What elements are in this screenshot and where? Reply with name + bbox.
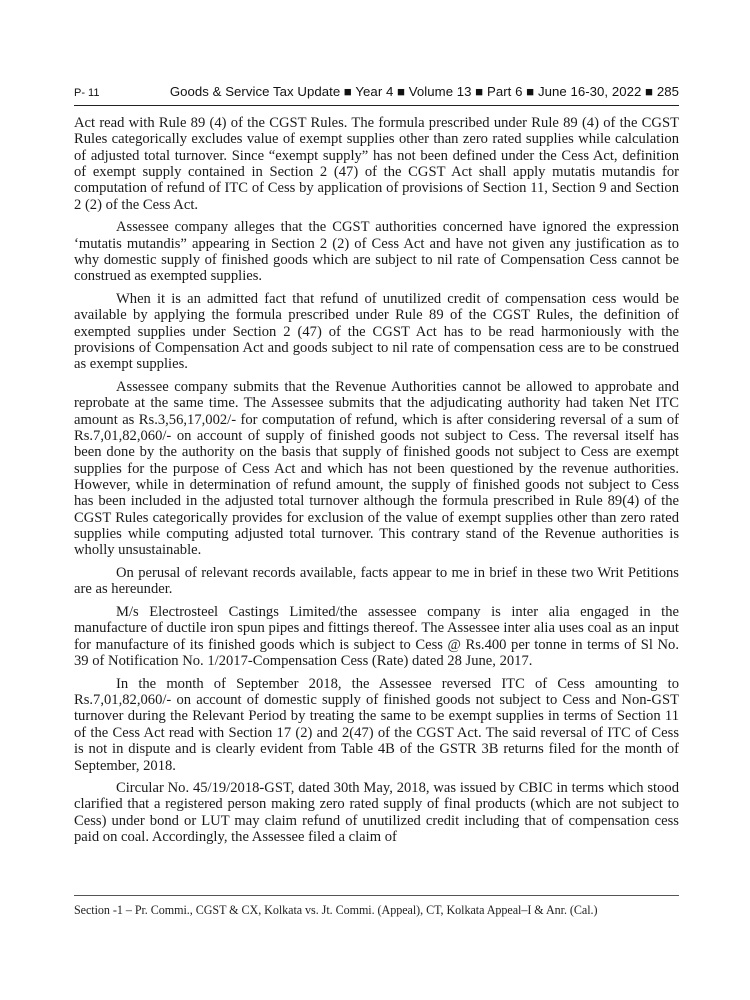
running-footer: Section -1 – Pr. Commi., CGST & CX, Kolkata vs. Jt. Commi. (Appeal), CT, Kolkata Appeal–I & Anr. (Cal.) [74, 903, 598, 917]
paragraph-8: Circular No. 45/19/2018-GST, dated 30th May, 2018, was issued by CBIC in terms which stood clarified that a registered person making zero rated supply of final products (which are not subject to Cess) under bond or LUT may claim refund of unutilized credit including that of compensation cess paid on coal. Accordingly, the Assessee filed a claim of [74, 780, 679, 846]
body-text [74, 115, 679, 852]
paragraph-6: M/s Electrosteel Castings Limited/the assessee company is inter alia engaged in the manufacture of ductile iron spun pipes and fittings thereof. The Assessee inter alia uses coal as an input for manufacture of its finished goods which is subject to Cess @ Rs.400 per tonne in terms of Sl No. 39 of Notification No. 1/2017-Compensation Cess (Rate) dated 28 June, 2017. [74, 604, 679, 670]
paragraph-1-continued: Act read with Rule 89 (4) of the CGST Rules. The formula prescribed under Rule 89 (4) of the CGST Rules categorically excludes value of exempt supplies other than zero rated supplies while calculation of adjusted total turnover. Since “exempt supply” has not been defined under the Cess Act, definition of exempt supply contained in Section 2 (47) of the CGST Act shall apply mutatis mutandis for computation of refund of ITC of Cess by application of provisions of Section 11, Section 9 and Section 2 (2) of the Cess Act. [74, 115, 679, 213]
paragraph-3: When it is an admitted fact that refund of unutilized credit of compensation cess would be available by applying the formula prescribed under Rule 89 of the CGST Rules, the definition of exempted supplies under Section 2 (47) of the CGST Act has to be read harmoniously with the provisions of Compensation Act and goods subject to nil rate of compensation cess are to be construed as exempt supplies. [74, 291, 679, 373]
running-header [74, 84, 679, 104]
page-label: P- 11 [74, 87, 100, 99]
paragraph-4: Assessee company submits that the Revenue Authorities cannot be allowed to approbate and reprobate at the same time. The Assessee submits that the adjudicating authority had taken Net ITC amount as Rs.3,56,17,002/- for computation of refund, which is after considering reversal of a sum of Rs.7,01,82,060/- on account of supply of finished goods not subject to Cess. The reversal itself has been done by the authority on the basis that supply of finished goods not subject to Cess are exempt supplies for the purpose of Cess Act and which has not been questioned by the revenue authorities. However, while in determination of refund amount, the supply of finished goods not subject to Cess has been included in the adjusted total turnover although the formula prescribed in Rule 89(4) of the CGST Rules categorically provides for exclusion of the value of exempt supplies other than zero rated supplies while computing adjusted total turnover. This contrary stand of the Revenue authorities is wholly unsustainable. [74, 379, 679, 559]
paragraph-7: In the month of September 2018, the Assessee reversed ITC of Cess amounting to Rs.7,01,82,060/- on account of domestic supply of finished goods not subject to Cess and Non-GST turnover during the Relevant Period by treating the same to be exempt supplies in terms of Section 11 of the Cess Act read with Section 17 (2) and 2(47) of the CGST Act. The said reversal of ITC of Cess is not in dispute and is clearly evident from Table 4B of the GSTR 3B returns filed for the month of September, 2018. [74, 675, 679, 774]
paragraph-2: Assessee company alleges that the CGST authorities concerned have ignored the expression ‘mutatis mutandis” appearing in Section 2 (2) of Cess Act and have not given any justification as to why domestic supply of finished goods which are subject to nil rate of Compensation Cess cannot be construed as exempted supplies. [74, 219, 679, 285]
footer-rule [74, 895, 679, 896]
running-title: Goods & Service Tax Update ■ Year 4 ■ Volume 13 ■ Part 6 ■ June 16-30, 2022 ■ 285 [169, 84, 679, 99]
paragraph-5: On perusal of relevant records available, facts appear to me in brief in these two Writ Petitions are as hereunder. [74, 565, 679, 598]
header-rule [74, 105, 679, 106]
